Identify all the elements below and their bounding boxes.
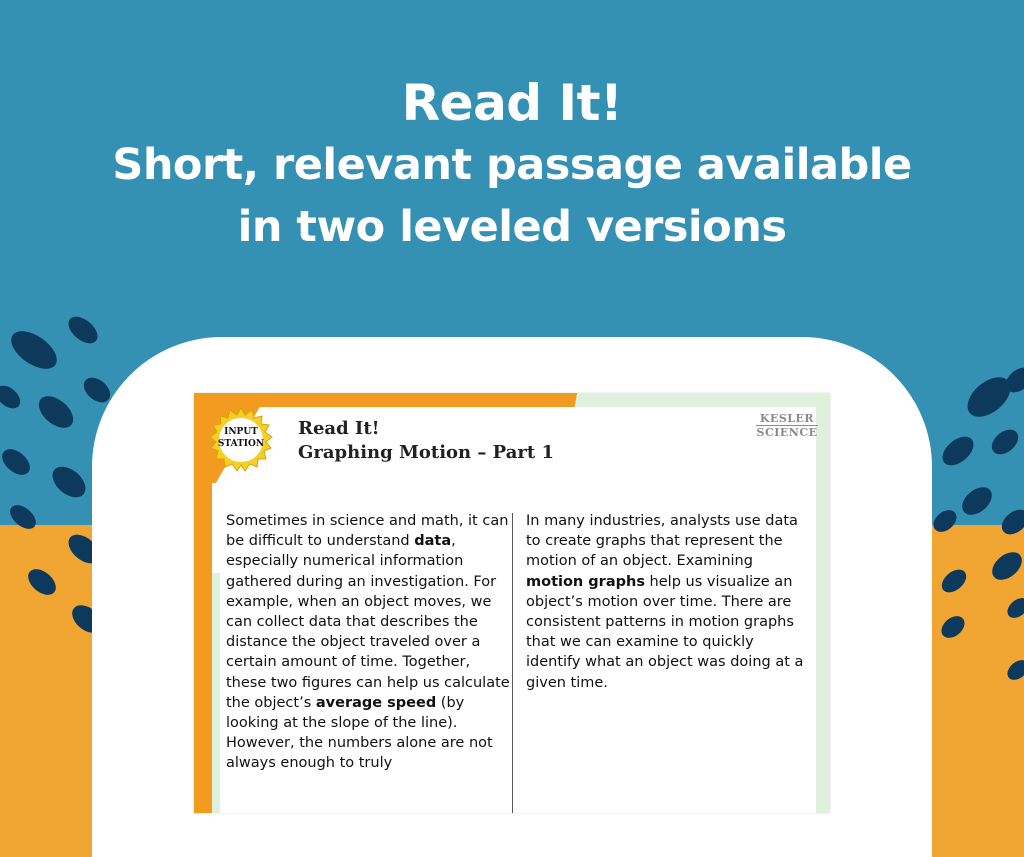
left-text-3: (by looking at the slope of the line). However, the numbers alone are not always enough to truly xyxy=(226,694,493,772)
headline-subtitle-line2: in two leveled versions xyxy=(237,202,787,252)
left-bold-average-speed: average speed xyxy=(315,694,437,711)
logo-line1: KESLER xyxy=(759,412,815,425)
document-page xyxy=(194,393,830,813)
page-border-right xyxy=(816,393,830,813)
right-bold-motion-graphs: motion graphs xyxy=(526,573,645,590)
logo-line2: SCIENCE xyxy=(756,426,818,439)
page-border-top xyxy=(194,393,830,407)
column-divider xyxy=(512,513,513,813)
document-title xyxy=(298,417,554,465)
headline xyxy=(0,72,1024,258)
left-text-1: Sometimes in science and math, it can be difficult to understand xyxy=(226,513,509,550)
kesler-science-logo xyxy=(756,413,818,438)
page-green-stripe xyxy=(212,573,220,813)
seal-text xyxy=(208,426,274,450)
left-bold-data: data xyxy=(414,533,452,550)
document-title-line2: Graphing Motion – Part 1 xyxy=(298,442,554,463)
document-title-line1: Read It! xyxy=(298,418,380,439)
headline-subtitle-line1: Short, relevant passage available xyxy=(112,140,912,190)
right-column-text xyxy=(526,511,811,693)
right-text-2: help us visualize an object’s motion over time. There are consistent patterns in motion graphs that we can examine to quickly identify what an object was doing at a given time. xyxy=(526,573,804,691)
headline-title: Read It! xyxy=(401,74,623,132)
left-column-text xyxy=(226,511,514,774)
left-text-2: , especially numerical information gathered during an investigation. For example, when an object moves, we can collect data that describes the distance the object traveled over a certain amount of time. Together, these two figures can help us calculate the object’s xyxy=(226,533,510,711)
seal-text-line2: STATION xyxy=(217,439,265,449)
seal-text-line1: INPUT xyxy=(224,427,258,437)
right-text-1: In many industries, analysts use data to create graphs that represent the motion of an object. Examining xyxy=(526,513,798,570)
